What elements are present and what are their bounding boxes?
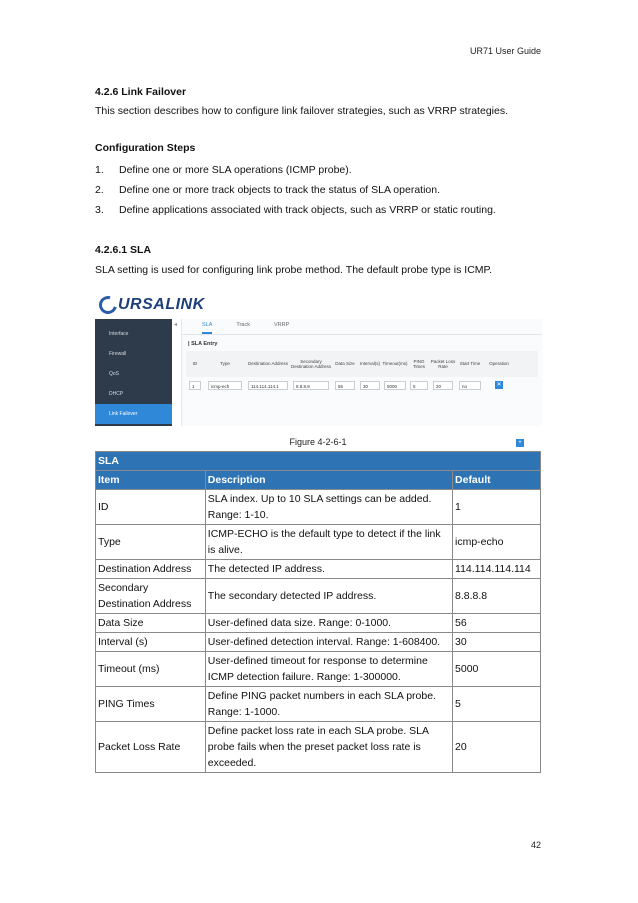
packet-loss-input[interactable]: 20 <box>433 381 453 390</box>
id-input[interactable]: 1 <box>189 381 201 390</box>
table-row: Type ICMP-ECHO is the default type to detect if the link is alive. icmp-echo <box>96 525 541 560</box>
table-row: Destination Address The detected IP address. 114.114.114.114 <box>96 560 541 579</box>
page-number: 42 <box>530 840 541 850</box>
grid-header: ID Type Destination Address Secondary Destination Address Data Size Interval(s) Timeout(ms) PING Times Packet Loss Rate Start Time Operation <box>186 351 538 377</box>
header-default: Default <box>453 471 541 490</box>
table-row: PING Times Define PING packet numbers in each SLA probe. Range: 1-1000. 5 <box>96 687 541 722</box>
sidebar-item-dhcp[interactable]: DHCP <box>109 391 124 397</box>
secondary-destination-input[interactable]: 8.8.8.8 <box>293 381 329 390</box>
table-row: Data Size User-defined data size. Range: 0-1000. 56 <box>96 614 541 633</box>
guide-title: UR71 User Guide <box>469 46 541 56</box>
add-row-icon[interactable]: + <box>516 439 524 447</box>
ping-times-input[interactable]: 5 <box>410 381 428 390</box>
table-title-row <box>96 452 541 471</box>
table-row: Secondary Destination Address The secondary detected IP address. 8.8.8.8 <box>96 579 541 614</box>
data-size-input[interactable]: 56 <box>335 381 355 390</box>
delete-row-icon[interactable]: ✕ <box>496 382 502 388</box>
sidebar <box>95 319 172 426</box>
table-row: ID SLA index. Up to 10 SLA settings can be added. Range: 1-10. 1 <box>96 490 541 525</box>
figure-caption: Figure 4-2-6-1 <box>289 437 347 447</box>
sidebar-item-firewall[interactable]: Firewall <box>109 351 127 357</box>
section-intro: This section describes how to configure link failover strategies, such as VRRP strategies. <box>95 105 508 117</box>
table-row: Timeout (ms) User-defined timeout for response to determine ICMP detection failure. Range: 1-300000. 5000 <box>96 652 541 687</box>
interval-input[interactable]: 30 <box>360 381 380 390</box>
sla-entry-grid <box>186 351 538 393</box>
table-header-row <box>96 471 541 490</box>
list-item: 2. Define one or more track objects to track the status of SLA operation. <box>95 184 441 196</box>
table-row: Packet Loss Rate Define packet loss rate in each SLA probe. SLA probe fails when the preset packet loss rate is exceeded. 20 <box>96 722 541 773</box>
table-title: SLA <box>96 452 541 471</box>
logo-icon <box>96 293 121 318</box>
type-select[interactable]: icmp-ech <box>208 381 242 390</box>
destination-input[interactable]: 114.114.114.1 <box>248 381 288 390</box>
sla-heading: 4.2.6.1 SLA <box>95 244 152 256</box>
collapse-icon[interactable]: ◂ <box>174 322 178 328</box>
tab-vrrp[interactable]: VRRP <box>273 322 290 328</box>
sla-table <box>95 451 541 773</box>
grid-row <box>186 377 538 393</box>
section-heading: 4.2.6 Link Failover <box>95 86 187 98</box>
header-description: Description <box>205 471 452 490</box>
sidebar-item-qos[interactable]: QoS <box>109 371 120 377</box>
tab-track[interactable]: Track <box>236 322 250 328</box>
logo: URSALINK <box>99 292 205 318</box>
sidebar-item-link-failover[interactable]: Link Failover <box>95 404 172 424</box>
tab-sla[interactable]: SLA <box>202 322 212 334</box>
list-item: 3. Define applications associated with track objects, such as VRRP or static routing. <box>95 204 496 216</box>
config-steps-heading: Configuration Steps <box>95 142 196 154</box>
timeout-input[interactable]: 5000 <box>384 381 406 390</box>
list-item: 1. Define one or more SLA operations (ICMP probe). <box>95 164 352 176</box>
sidebar-item-interface[interactable]: Interface <box>109 331 129 337</box>
start-time-select[interactable]: no <box>459 381 481 390</box>
header-item: Item <box>96 471 206 490</box>
sla-entry-title: | SLA Entry <box>188 341 218 347</box>
tab-bar <box>182 319 542 335</box>
steps-list <box>95 164 496 224</box>
table-row: Interval (s) User-defined detection interval. Range: 1-608400. 30 <box>96 633 541 652</box>
sla-intro: SLA setting is used for configuring link probe method. The default probe type is ICMP. <box>95 264 493 276</box>
